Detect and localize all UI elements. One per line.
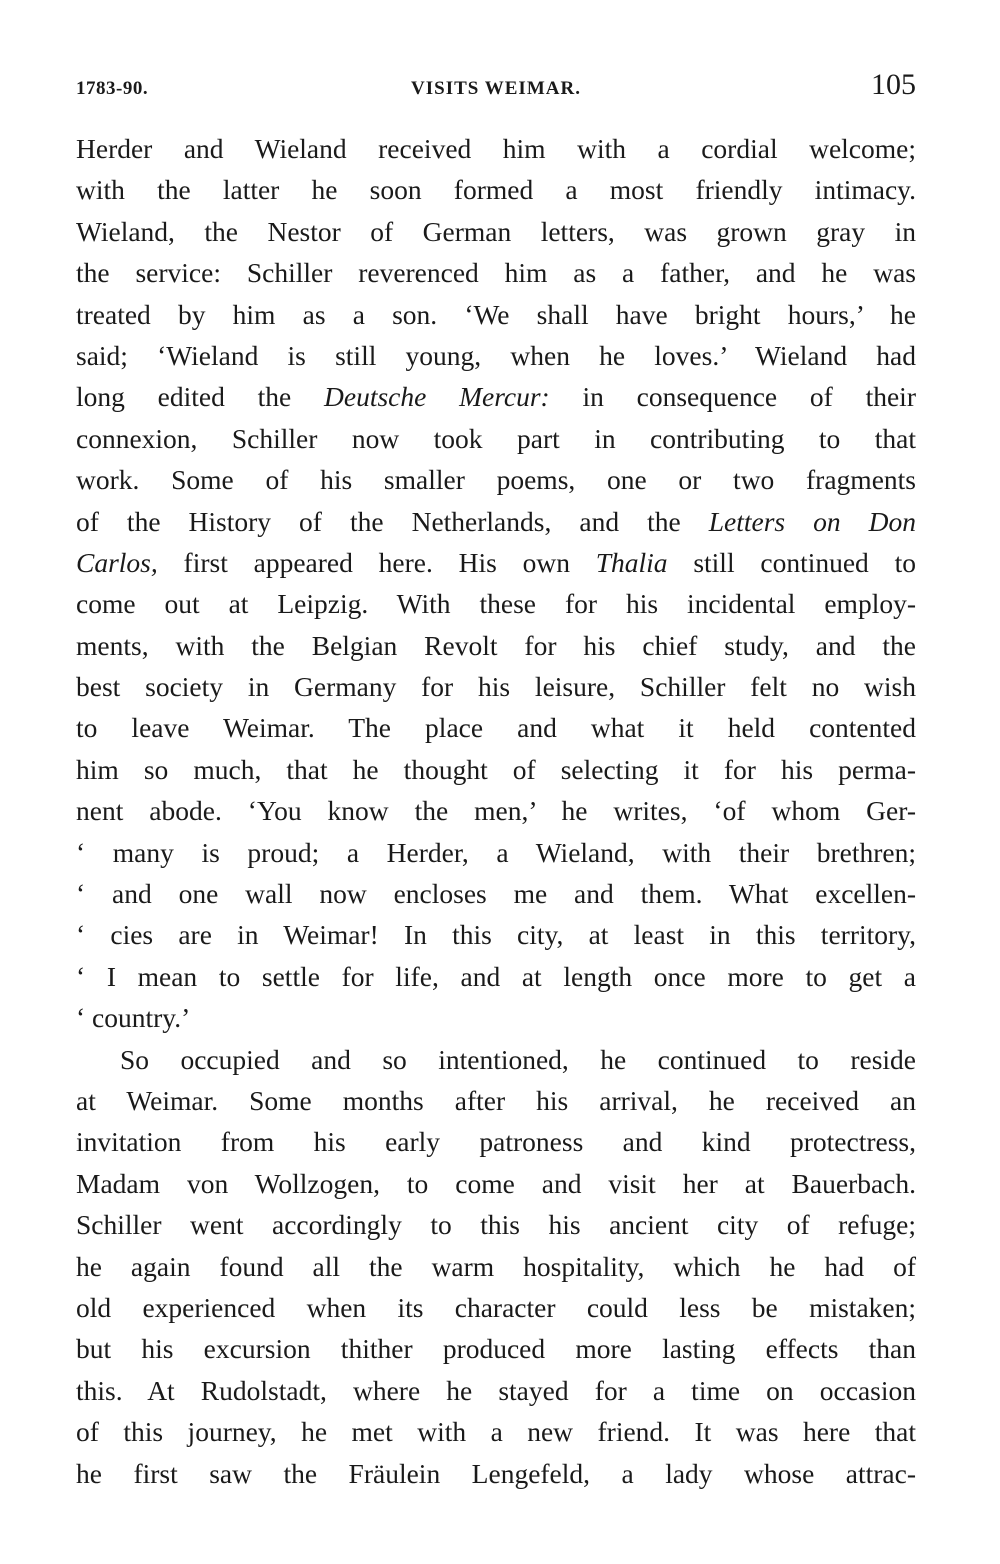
text-line (76, 666, 916, 707)
text-segment: old experienced when its character could less be mistaken; (76, 1291, 916, 1323)
text-segment: ‘ many is proud; a Herder, a Wieland, with their brethren; (76, 836, 916, 868)
text-line (76, 376, 916, 417)
italic-text: Thalia (595, 546, 668, 578)
text-line (76, 625, 916, 666)
running-head (76, 60, 916, 110)
text-segment: said; ‘Wieland is still young, when he loves.’ Wieland had (76, 339, 916, 371)
text-line (76, 1453, 916, 1494)
running-head-years: 1783-90. (76, 78, 149, 99)
text-segment: ‘ cies are in Weimar! In this city, at least in this territory, (76, 919, 916, 951)
text-line (76, 169, 916, 210)
text-segment: come out at Leipzig. With these for his incidental employ- (76, 588, 916, 620)
text-segment: at Weimar. Some months after his arrival, he received an (76, 1084, 916, 1116)
text-line (76, 914, 916, 955)
text-line (76, 1287, 916, 1328)
body-text (76, 128, 916, 1494)
text-line (76, 1204, 916, 1245)
text-line (76, 1121, 916, 1162)
running-head-title: VISITS WEIMAR. (411, 78, 581, 99)
text-segment: the service: Schiller reverenced him as a father, and he was (76, 257, 916, 289)
text-line (76, 1246, 916, 1287)
text-segment: So occupied and so intentioned, he continued to reside (120, 1043, 916, 1075)
text-line (76, 749, 916, 790)
text-line (76, 790, 916, 831)
text-line (76, 252, 916, 293)
text-segment: Madam von Wollzogen, to come and visit her at Bauerbach. (76, 1167, 916, 1199)
text-segment: Schiller went accordingly to this his ancient city of refuge; (76, 1209, 916, 1241)
text-line (76, 873, 916, 914)
text-segment: still continued to (667, 546, 916, 578)
text-line (76, 542, 916, 583)
text-line (76, 997, 916, 1038)
text-segment: Wieland, the Nestor of German letters, was grown gray in (76, 215, 916, 247)
text-segment: of the History of the Netherlands, and the (76, 505, 709, 537)
text-segment: long edited the (76, 381, 324, 413)
text-line (76, 707, 916, 748)
text-segment: best society in Germany for his leisure, Schiller felt no wish (76, 671, 916, 703)
text-line (76, 294, 916, 335)
text-line (76, 1411, 916, 1452)
text-line (76, 1370, 916, 1411)
text-segment: nent abode. ‘You know the men,’ he writes, ‘of whom Ger- (76, 795, 916, 827)
text-line (76, 128, 916, 169)
text-segment: ments, with the Belgian Revolt for his chief study, and the (76, 629, 916, 661)
text-line (76, 459, 916, 500)
text-segment: ‘ country.’ (76, 1002, 191, 1034)
text-segment: work. Some of his smaller poems, one or two fragments (76, 464, 916, 496)
text-line (76, 956, 916, 997)
text-segment: of this journey, he met with a new friend. It was here that (76, 1416, 916, 1448)
text-segment: with the latter he soon formed a most friendly intimacy. (76, 174, 916, 206)
text-line (76, 418, 916, 459)
book-page (76, 60, 916, 1550)
italic-text: Letters on Don (708, 505, 916, 537)
text-line (76, 335, 916, 376)
text-line (76, 832, 916, 873)
text-segment: this. At Rudolstadt, where he stayed for a time on occasion (76, 1374, 916, 1406)
text-segment: but his excursion thither produced more lasting effects than (76, 1333, 916, 1365)
text-segment: treated by him as a son. ‘We shall have bright hours,’ he (76, 298, 916, 330)
text-line (76, 583, 916, 624)
text-segment: him so much, that he thought of selecting it for his perma- (76, 753, 916, 785)
italic-text: Carlos, (76, 546, 158, 578)
text-segment: he first saw the Fräulein Lengefeld, a lady whose attrac- (76, 1457, 916, 1489)
text-line (76, 211, 916, 252)
text-segment: to leave Weimar. The place and what it held contented (76, 712, 916, 744)
italic-text: Deutsche Mercur: (324, 381, 550, 413)
text-line (76, 501, 916, 542)
text-segment: first appeared here. His own (157, 546, 596, 578)
text-line (76, 1163, 916, 1204)
text-line (76, 1328, 916, 1369)
text-segment: in consequence of their (549, 381, 916, 413)
text-segment: ‘ and one wall now encloses me and them. What excellen- (76, 878, 916, 910)
text-segment: Herder and Wieland received him with a cordial welcome; (76, 133, 916, 164)
text-line (76, 1039, 916, 1080)
text-segment: ‘ I mean to settle for life, and at length once more to get a (76, 960, 916, 992)
page-number: 105 (871, 68, 916, 101)
text-line (76, 1080, 916, 1121)
text-segment: invitation from his early patroness and kind protectress, (76, 1126, 916, 1158)
text-segment: connexion, Schiller now took part in contributing to that (76, 422, 916, 454)
text-segment: he again found all the warm hospitality, which he had of (76, 1250, 916, 1282)
